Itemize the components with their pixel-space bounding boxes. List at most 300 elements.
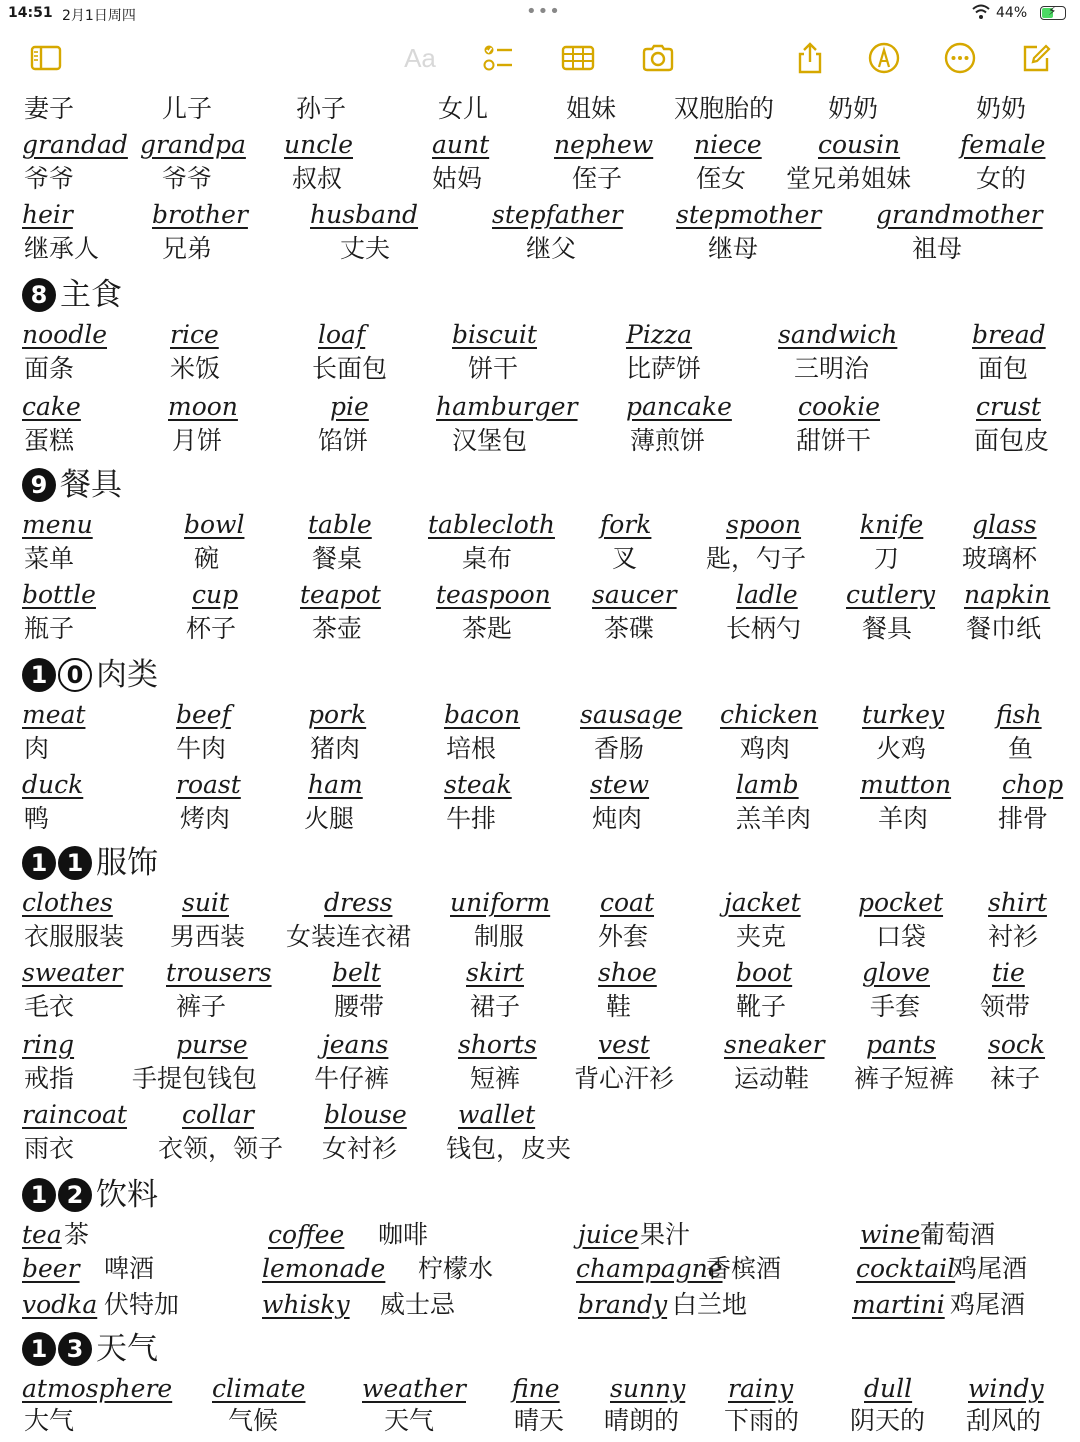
english-word: pork bbox=[308, 700, 367, 729]
english-word: sweater bbox=[22, 958, 123, 987]
chinese-meaning: 碗 bbox=[194, 544, 220, 573]
chinese-meaning: 男西装 bbox=[170, 922, 246, 951]
english-word: turkey bbox=[862, 700, 945, 729]
vocab-row bbox=[0, 1028, 1080, 1066]
battery-percent: 44% bbox=[996, 5, 1028, 21]
section-number-badge: 1 bbox=[22, 1332, 56, 1366]
chinese-meaning: 领带 bbox=[980, 992, 1031, 1021]
chinese-meaning: 口袋 bbox=[876, 922, 927, 951]
vocab-row bbox=[0, 1252, 1080, 1290]
vocab-row bbox=[0, 920, 1080, 958]
chinese-meaning: 长柄勺 bbox=[726, 614, 802, 643]
english-word: cutlery bbox=[846, 580, 936, 609]
english-word: pants bbox=[866, 1030, 936, 1059]
chinese-meaning: 鞋 bbox=[606, 992, 632, 1021]
english-word: bacon bbox=[444, 700, 521, 729]
vocab-row bbox=[0, 1062, 1080, 1100]
chinese-meaning: 手套 bbox=[870, 992, 921, 1021]
english-word: husband bbox=[310, 200, 419, 229]
chinese-meaning: 孙子 bbox=[296, 94, 347, 123]
english-word: wine bbox=[860, 1220, 921, 1249]
english-word: sunny bbox=[610, 1374, 686, 1403]
checklist-icon bbox=[481, 41, 515, 75]
vocab-row bbox=[0, 198, 1080, 236]
chinese-meaning: 雨衣 bbox=[24, 1134, 75, 1163]
chinese-meaning: 培根 bbox=[446, 734, 497, 763]
vocab-row bbox=[0, 352, 1080, 390]
vocab-row bbox=[0, 232, 1080, 270]
vocab-row bbox=[0, 508, 1080, 546]
english-word: bread bbox=[972, 320, 1046, 349]
chinese-meaning: 叉 bbox=[612, 544, 638, 573]
vocab-row bbox=[0, 1288, 1080, 1326]
chinese-meaning: 裤子 bbox=[176, 992, 227, 1021]
english-word: crust bbox=[976, 392, 1041, 421]
chinese-meaning: 堂兄弟姐妹 bbox=[786, 164, 912, 193]
section-heading bbox=[22, 840, 158, 884]
chinese-meaning: 猪肉 bbox=[310, 734, 361, 763]
english-word: duck bbox=[22, 770, 84, 799]
chinese-meaning: 下雨的 bbox=[724, 1406, 800, 1435]
english-word: glove bbox=[862, 958, 930, 987]
english-word: saucer bbox=[592, 580, 677, 609]
vocab-row bbox=[0, 1218, 1080, 1256]
english-word: shorts bbox=[458, 1030, 537, 1059]
english-word: climate bbox=[212, 1374, 306, 1403]
english-word: raincoat bbox=[22, 1100, 127, 1129]
chinese-meaning: 面包皮 bbox=[974, 426, 1050, 455]
english-word: atmosphere bbox=[22, 1374, 173, 1403]
english-word: grandpa bbox=[140, 130, 246, 159]
chinese-meaning: 晴天 bbox=[514, 1406, 565, 1435]
chinese-meaning: 衣领，领子 bbox=[158, 1134, 284, 1163]
english-word: dress bbox=[324, 888, 393, 917]
english-word: fish bbox=[996, 700, 1042, 729]
chinese-meaning: 羊肉 bbox=[878, 804, 929, 833]
english-word: nephew bbox=[554, 130, 654, 159]
chinese-meaning: 爷爷 bbox=[24, 164, 75, 193]
section-number-badge: 1 bbox=[22, 846, 56, 880]
chinese-meaning: 鸭 bbox=[24, 804, 50, 833]
chinese-meaning: 裙子 bbox=[470, 992, 521, 1021]
english-word: uncle bbox=[284, 130, 353, 159]
english-word: aunt bbox=[432, 130, 490, 159]
chinese-meaning: 夹克 bbox=[736, 922, 787, 951]
vocab-row bbox=[0, 1132, 1080, 1170]
chinese-meaning: 手提包钱包 bbox=[132, 1064, 258, 1093]
chinese-meaning: 餐巾纸 bbox=[966, 614, 1042, 643]
english-word: teapot bbox=[300, 580, 381, 609]
vocab-row bbox=[0, 318, 1080, 356]
chinese-meaning: 排骨 bbox=[998, 804, 1049, 833]
english-word: roast bbox=[176, 770, 241, 799]
english-word: niece bbox=[694, 130, 762, 159]
chinese-meaning: 运动鞋 bbox=[734, 1064, 810, 1093]
chinese-meaning: 妻子 bbox=[24, 94, 75, 123]
english-word: steak bbox=[444, 770, 512, 799]
english-word: fork bbox=[600, 510, 652, 539]
camera-icon bbox=[641, 41, 675, 75]
chinese-meaning: 刀 bbox=[874, 544, 900, 573]
chinese-meaning: 羔羊肉 bbox=[736, 804, 812, 833]
english-word: cocktail bbox=[856, 1254, 956, 1283]
english-word: heir bbox=[22, 200, 73, 229]
vocab-row bbox=[0, 956, 1080, 994]
chinese-meaning: 女衬衫 bbox=[322, 1134, 398, 1163]
section-heading bbox=[22, 1172, 158, 1216]
chinese-meaning: 刮风的 bbox=[966, 1406, 1042, 1435]
status-bar bbox=[0, 0, 1080, 28]
chinese-meaning: 月饼 bbox=[172, 426, 223, 455]
multitask-dots[interactable]: ••• bbox=[526, 1, 561, 22]
chinese-meaning: 甜饼干 bbox=[796, 426, 872, 455]
status-date: 2月1日周四 bbox=[62, 8, 136, 24]
section-heading bbox=[22, 462, 122, 506]
chinese-meaning: 制服 bbox=[474, 922, 525, 951]
chinese-meaning: 桌布 bbox=[462, 544, 513, 573]
chinese-meaning: 女儿 bbox=[438, 94, 489, 123]
vocab-row bbox=[0, 802, 1080, 840]
english-word: jacket bbox=[724, 888, 801, 917]
english-word: uniform bbox=[450, 888, 551, 917]
sidebar-toggle-button[interactable] bbox=[26, 38, 66, 78]
table-icon bbox=[561, 41, 595, 75]
section-title: 主食 bbox=[60, 276, 122, 313]
chinese-meaning: 衬衫 bbox=[988, 922, 1039, 951]
chinese-meaning: 祖母 bbox=[912, 234, 963, 263]
english-word: cousin bbox=[818, 130, 901, 159]
english-word: weather bbox=[362, 1374, 466, 1403]
chinese-meaning: 香槟酒 bbox=[706, 1254, 782, 1283]
english-word: purse bbox=[176, 1030, 248, 1059]
english-word: trousers bbox=[166, 958, 272, 987]
english-word: pancake bbox=[626, 392, 732, 421]
chinese-meaning: 果汁 bbox=[640, 1220, 691, 1249]
section-number-badge: 1 bbox=[22, 1178, 56, 1212]
vocab-row bbox=[0, 424, 1080, 462]
share-icon bbox=[793, 41, 827, 75]
chinese-meaning: 丈夫 bbox=[340, 234, 391, 263]
chinese-meaning: 靴子 bbox=[736, 992, 787, 1021]
english-word: ham bbox=[308, 770, 363, 799]
english-word: champagne bbox=[576, 1254, 723, 1283]
chinese-meaning: 馅饼 bbox=[318, 426, 369, 455]
english-word: whisky bbox=[262, 1290, 350, 1319]
chinese-meaning: 鸡尾酒 bbox=[952, 1254, 1028, 1283]
english-word: spoon bbox=[726, 510, 802, 539]
chinese-meaning: 侄女 bbox=[696, 164, 747, 193]
chinese-meaning: 茶 bbox=[64, 1220, 90, 1249]
english-word: wallet bbox=[458, 1100, 536, 1129]
chinese-meaning: 薄煎饼 bbox=[630, 426, 706, 455]
section-number-badge: 9 bbox=[22, 468, 56, 502]
wifi-icon bbox=[972, 4, 990, 20]
english-word: coffee bbox=[268, 1220, 345, 1249]
english-word: juice bbox=[578, 1220, 639, 1249]
vocab-row bbox=[0, 1404, 1080, 1442]
english-word: ladle bbox=[736, 580, 798, 609]
english-word: grandmother bbox=[876, 200, 1043, 229]
format-text-label: Aa bbox=[404, 42, 436, 73]
english-word: napkin bbox=[964, 580, 1051, 609]
chinese-meaning: 火腿 bbox=[304, 804, 355, 833]
chinese-meaning: 茶匙 bbox=[462, 614, 513, 643]
chinese-meaning: 炖肉 bbox=[592, 804, 643, 833]
english-word: shoe bbox=[598, 958, 657, 987]
english-word: noodle bbox=[22, 320, 107, 349]
chinese-meaning: 比萨饼 bbox=[626, 354, 702, 383]
english-word: collar bbox=[182, 1100, 254, 1129]
english-word: stew bbox=[590, 770, 650, 799]
english-word: bowl bbox=[184, 510, 245, 539]
english-word: cookie bbox=[798, 392, 881, 421]
english-word: menu bbox=[22, 510, 93, 539]
chinese-meaning: 鸡肉 bbox=[740, 734, 791, 763]
vocab-row bbox=[0, 1098, 1080, 1136]
chinese-meaning: 白兰地 bbox=[672, 1290, 748, 1319]
section-title: 服饰 bbox=[96, 844, 158, 881]
chinese-meaning: 伏特加 bbox=[104, 1290, 180, 1319]
chinese-meaning: 蛋糕 bbox=[24, 426, 75, 455]
english-word: chop bbox=[1002, 770, 1064, 799]
chinese-meaning: 餐具 bbox=[862, 614, 913, 643]
chinese-meaning: 鸡尾酒 bbox=[950, 1290, 1026, 1319]
chinese-meaning: 肉 bbox=[24, 734, 50, 763]
chinese-meaning: 戒指 bbox=[24, 1064, 75, 1093]
section-heading bbox=[22, 652, 158, 696]
share-button[interactable] bbox=[790, 38, 830, 78]
chinese-meaning: 长面包 bbox=[312, 354, 388, 383]
chinese-meaning: 双胞胎的 bbox=[674, 94, 775, 123]
battery-icon: ⚡ bbox=[1040, 6, 1066, 20]
chinese-meaning: 茶壶 bbox=[312, 614, 363, 643]
english-word: clothes bbox=[22, 888, 113, 917]
chinese-meaning: 晴朗的 bbox=[604, 1406, 680, 1435]
english-word: cup bbox=[192, 580, 239, 609]
english-word: windy bbox=[968, 1374, 1044, 1403]
compose-icon bbox=[1019, 41, 1053, 75]
chinese-meaning: 葡萄酒 bbox=[920, 1220, 996, 1249]
chinese-meaning: 毛衣 bbox=[24, 992, 75, 1021]
status-time: 14:51 bbox=[8, 5, 53, 21]
vocab-row bbox=[0, 698, 1080, 736]
chinese-meaning: 钱包，皮夹 bbox=[446, 1134, 572, 1163]
section-title: 饮料 bbox=[96, 1176, 158, 1213]
chinese-meaning: 牛肉 bbox=[176, 734, 227, 763]
chinese-meaning: 鱼 bbox=[1008, 734, 1034, 763]
camera-button[interactable] bbox=[638, 38, 678, 78]
section-number-badge: 1 bbox=[58, 846, 92, 880]
english-word: brandy bbox=[578, 1290, 668, 1319]
more-options-button[interactable] bbox=[940, 38, 980, 78]
english-word: stepfather bbox=[492, 200, 623, 229]
chinese-meaning: 饼干 bbox=[468, 354, 519, 383]
chinese-meaning: 面条 bbox=[24, 354, 75, 383]
section-number-badge: 0 bbox=[58, 658, 92, 692]
english-word: bottle bbox=[22, 580, 96, 609]
chinese-meaning: 汉堡包 bbox=[452, 426, 528, 455]
english-word: blouse bbox=[324, 1100, 407, 1129]
english-word: sausage bbox=[580, 700, 683, 729]
checklist-button[interactable] bbox=[478, 38, 518, 78]
chinese-meaning: 短裤 bbox=[470, 1064, 521, 1093]
english-word: mutton bbox=[860, 770, 952, 799]
vocab-row bbox=[0, 886, 1080, 924]
english-word: hamburger bbox=[436, 392, 578, 421]
english-word: table bbox=[308, 510, 372, 539]
english-word: sneaker bbox=[724, 1030, 825, 1059]
english-word: glass bbox=[972, 510, 1037, 539]
vocab-row bbox=[0, 92, 1080, 130]
vocab-row bbox=[0, 990, 1080, 1028]
chinese-meaning: 牛仔裤 bbox=[314, 1064, 390, 1093]
vocab-row bbox=[0, 162, 1080, 200]
english-word: tea bbox=[22, 1220, 62, 1249]
chinese-meaning: 茶碟 bbox=[604, 614, 655, 643]
english-word: teaspoon bbox=[436, 580, 551, 609]
english-word: meat bbox=[22, 700, 86, 729]
chinese-meaning: 姑妈 bbox=[432, 164, 483, 193]
chinese-meaning: 匙，勺子 bbox=[706, 544, 807, 573]
english-word: biscuit bbox=[452, 320, 537, 349]
english-word: knife bbox=[860, 510, 924, 539]
markup-pen-icon bbox=[867, 41, 901, 75]
english-word: Pizza bbox=[626, 320, 693, 349]
section-number-badge: 8 bbox=[22, 278, 56, 312]
english-word: skirt bbox=[466, 958, 524, 987]
english-word: pie bbox=[330, 392, 369, 421]
english-word: beef bbox=[176, 700, 231, 729]
english-word: chicken bbox=[720, 700, 819, 729]
section-number-badge: 1 bbox=[22, 658, 56, 692]
section-heading bbox=[22, 1326, 158, 1370]
chinese-meaning: 牛排 bbox=[446, 804, 497, 833]
english-word: beer bbox=[22, 1254, 80, 1283]
chinese-meaning: 咖啡 bbox=[378, 1220, 429, 1249]
english-word: vest bbox=[598, 1030, 650, 1059]
english-word: moon bbox=[168, 392, 238, 421]
english-word: coat bbox=[600, 888, 655, 917]
vocab-row bbox=[0, 732, 1080, 770]
chinese-meaning: 奶奶 bbox=[976, 94, 1027, 123]
section-number-badge: 3 bbox=[58, 1332, 92, 1366]
vocab-row bbox=[0, 390, 1080, 428]
section-title: 天气 bbox=[96, 1330, 158, 1367]
chinese-meaning: 菜单 bbox=[24, 544, 75, 573]
chinese-meaning: 袜子 bbox=[990, 1064, 1041, 1093]
chinese-meaning: 米饭 bbox=[170, 354, 221, 383]
english-word: stepmother bbox=[676, 200, 822, 229]
english-word: shirt bbox=[988, 888, 1047, 917]
new-note-button[interactable] bbox=[1016, 38, 1056, 78]
vocab-row bbox=[0, 768, 1080, 806]
english-word: sock bbox=[988, 1030, 1046, 1059]
chinese-meaning: 柠檬水 bbox=[418, 1254, 494, 1283]
chinese-meaning: 烤肉 bbox=[180, 804, 231, 833]
vocab-row bbox=[0, 612, 1080, 650]
chinese-meaning: 奶奶 bbox=[828, 94, 879, 123]
english-word: vodka bbox=[22, 1290, 98, 1319]
section-title: 餐具 bbox=[60, 466, 122, 503]
chinese-meaning: 阴天的 bbox=[850, 1406, 926, 1435]
english-word: suit bbox=[182, 888, 229, 917]
english-word: loaf bbox=[318, 320, 366, 349]
section-title: 肉类 bbox=[96, 656, 158, 693]
chinese-meaning: 威士忌 bbox=[380, 1290, 456, 1319]
sidebar-icon bbox=[29, 41, 63, 75]
chinese-meaning: 杯子 bbox=[186, 614, 237, 643]
vocab-row bbox=[0, 542, 1080, 580]
vocab-row bbox=[0, 578, 1080, 616]
chinese-meaning: 侄子 bbox=[572, 164, 623, 193]
chinese-meaning: 火鸡 bbox=[876, 734, 927, 763]
english-word: jeans bbox=[322, 1030, 389, 1059]
chinese-meaning: 三明治 bbox=[794, 354, 870, 383]
chinese-meaning: 背心汗衫 bbox=[574, 1064, 675, 1093]
chinese-meaning: 女的 bbox=[976, 164, 1027, 193]
english-word: grandad bbox=[22, 130, 128, 159]
chinese-meaning: 腰带 bbox=[334, 992, 385, 1021]
chinese-meaning: 玻璃杯 bbox=[962, 544, 1038, 573]
english-word: fine bbox=[512, 1374, 560, 1403]
english-word: cake bbox=[22, 392, 81, 421]
chinese-meaning: 天气 bbox=[384, 1406, 435, 1435]
section-heading bbox=[22, 272, 122, 316]
chinese-meaning: 衣服服装 bbox=[24, 922, 125, 951]
chinese-meaning: 啤酒 bbox=[104, 1254, 155, 1283]
english-word: dull bbox=[864, 1374, 913, 1403]
more-icon bbox=[943, 41, 977, 75]
section-number-badge: 2 bbox=[58, 1178, 92, 1212]
english-word: sandwich bbox=[778, 320, 898, 349]
chinese-meaning: 姐妹 bbox=[566, 94, 617, 123]
chinese-meaning: 香肠 bbox=[594, 734, 645, 763]
chinese-meaning: 女装连衣裙 bbox=[286, 922, 412, 951]
english-word: brother bbox=[152, 200, 248, 229]
chinese-meaning: 爷爷 bbox=[162, 164, 213, 193]
english-word: pocket bbox=[858, 888, 944, 917]
chinese-meaning: 面包 bbox=[978, 354, 1029, 383]
chinese-meaning: 继父 bbox=[526, 234, 577, 263]
chinese-meaning: 大气 bbox=[24, 1406, 75, 1435]
english-word: tie bbox=[992, 958, 1025, 987]
chinese-meaning: 儿子 bbox=[162, 94, 213, 123]
english-word: belt bbox=[332, 958, 381, 987]
chinese-meaning: 继母 bbox=[708, 234, 759, 263]
notes-toolbar bbox=[0, 38, 1080, 86]
english-word: female bbox=[960, 130, 1046, 159]
chinese-meaning: 餐桌 bbox=[312, 544, 363, 573]
chinese-meaning: 外套 bbox=[598, 922, 649, 951]
english-word: rice bbox=[170, 320, 219, 349]
english-word: boot bbox=[736, 958, 793, 987]
chinese-meaning: 叔叔 bbox=[292, 164, 343, 193]
chinese-meaning: 裤子短裤 bbox=[854, 1064, 955, 1093]
chinese-meaning: 继承人 bbox=[24, 234, 100, 263]
english-word: lamb bbox=[736, 770, 799, 799]
vocab-row bbox=[0, 128, 1080, 166]
format-text-button[interactable] bbox=[400, 38, 440, 78]
english-word: martini bbox=[852, 1290, 945, 1319]
english-word: rainy bbox=[728, 1374, 794, 1403]
chinese-meaning: 兄弟 bbox=[162, 234, 213, 263]
english-word: lemonade bbox=[262, 1254, 386, 1283]
english-word: tablecloth bbox=[428, 510, 555, 539]
table-button[interactable] bbox=[558, 38, 598, 78]
english-word: ring bbox=[22, 1030, 75, 1059]
markup-button[interactable] bbox=[864, 38, 904, 78]
chinese-meaning: 瓶子 bbox=[24, 614, 75, 643]
